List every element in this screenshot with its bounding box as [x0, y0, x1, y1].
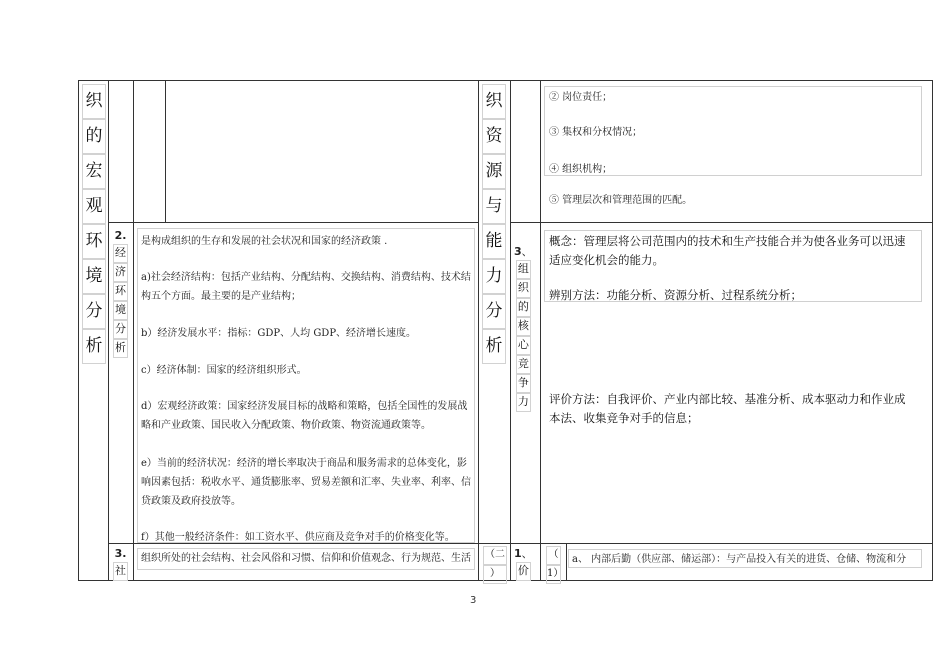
- col-a-char: 宏: [82, 154, 106, 189]
- col-g-char: 与: [482, 189, 506, 224]
- table-divider-6: [510, 80, 511, 580]
- econ-label-char: 分: [113, 320, 128, 339]
- table-divider-5: [478, 80, 479, 580]
- econ-d-line2: 略和产业政策、国民收入分配政策、物价政策、物资流通政策等。: [141, 420, 431, 431]
- table-divider-2: [133, 80, 134, 222]
- econ-a-line1: a)社会经济结构：包括产业结构、分配结构、交换结构、消费结构、技术结: [141, 272, 471, 283]
- econ-intro: 是构成组织的生存和发展的社会状况和国家的经济政策 .: [141, 236, 388, 247]
- econ-b: b）经济发展水平：指标：GDP、人均 GDP、经济增长速度。: [141, 328, 417, 339]
- table-divider-1: [108, 80, 109, 580]
- econ-e-line3: 贷政策及政府投放等。: [141, 496, 241, 507]
- page-number: 3: [470, 595, 477, 606]
- col-a-char: 分: [82, 294, 106, 329]
- social-text: 组织所处的社会结构、社会风俗和习惯、信仰和价值观念、行为规范、生活: [141, 553, 471, 564]
- col-g-char: 力: [482, 259, 506, 294]
- table-right-border: [932, 80, 933, 580]
- bottom-mid-label: [483, 546, 507, 584]
- logistics-text: a、 内部后勤（供应部、储运部）：与产品投入有关的进货、仓储、物流和分: [572, 554, 907, 565]
- col-a-char: 的: [82, 119, 106, 154]
- core-label-char: 力: [516, 393, 531, 412]
- econ-c: c）经济体制：国家的经济组织形式。: [141, 365, 307, 376]
- col-a-char: 境: [82, 259, 106, 294]
- bottom-divider-a: [566, 543, 567, 580]
- col-g-char: 能: [482, 224, 506, 259]
- col-a-char: 析: [82, 329, 106, 364]
- right-top-item: ④ 组织机构；: [549, 164, 613, 175]
- right-top-item: ② 岗位责任；: [549, 92, 613, 103]
- econ-label-char: 济: [113, 263, 128, 282]
- right-top-item: ③ 集权和分权情况；: [549, 127, 643, 138]
- bottom-small-label: [546, 546, 564, 584]
- table-divider-4: [133, 222, 134, 580]
- core-eval-line1: 评价方法：自我评价、产业内部比较、基准分析、成本驱动力和作业成: [549, 392, 906, 406]
- core-number: 3: [514, 245, 522, 258]
- value-label-char: 价: [516, 562, 531, 581]
- econ-a-line2: 构五个方面。最主要的是产业结构；: [141, 291, 301, 302]
- core-label-char: 心: [516, 336, 531, 355]
- econ-label-char: 析: [113, 339, 128, 358]
- core-label-char: 组: [516, 260, 531, 279]
- core-label-char: 争: [516, 374, 531, 393]
- core-label: [514, 244, 533, 412]
- social-label-char: 社: [113, 562, 128, 581]
- col-g-char: 分: [482, 294, 506, 329]
- core-label-char: 的: [516, 298, 531, 317]
- bottom-mid-bottom: ）: [483, 565, 507, 584]
- econ-d-line1: d）宏观经济政策：国家经济发展目标的战略和策略，包括全国性的发展战: [141, 401, 468, 412]
- core-number-sep: 、: [521, 245, 533, 258]
- col-g-char: 析: [482, 329, 506, 364]
- bottom-small-bottom: 1）: [546, 565, 561, 584]
- table-divider-7: [540, 80, 541, 580]
- value-label: [514, 546, 533, 581]
- row-divider-1: [108, 222, 478, 223]
- row-divider-4: [478, 543, 932, 544]
- core-concept-line2: 适应变化机会的能力。: [549, 253, 664, 267]
- row-divider-2: [510, 222, 932, 223]
- col-g-heading: [482, 84, 506, 364]
- col-g-char: 织: [482, 84, 506, 119]
- econ-e-line2: 响因素包括：税收水平、通货膨胀率、贸易差额和汇率、失业率、利率、信: [141, 477, 471, 488]
- logistics-box: [568, 549, 922, 568]
- econ-label-char: 经: [113, 244, 128, 263]
- econ-e-line1: e）当前的经济状况：经济的增长率取决于商品和服务需求的总体变化，影: [141, 458, 467, 469]
- table-divider-3: [165, 80, 166, 222]
- social-label: [113, 546, 128, 581]
- core-label-char: 核: [516, 317, 531, 336]
- col-a-char: 观: [82, 189, 106, 224]
- core-eval-line2: 本法、收集竞争对手的信息；: [549, 411, 699, 425]
- value-number-sep: 、: [521, 547, 533, 560]
- table-left-border: [78, 80, 79, 580]
- value-number-row: [514, 546, 533, 562]
- social-number: 3.: [114, 547, 127, 560]
- econ-label-char: 境: [113, 301, 128, 320]
- core-number-row: [514, 244, 533, 260]
- bottom-small-top: （: [546, 546, 561, 565]
- value-number: 1: [514, 547, 522, 560]
- table-top-border: [78, 80, 933, 81]
- econ-label-char: 环: [113, 282, 128, 301]
- core-label-char: 织: [516, 279, 531, 298]
- bottom-mid-top: （二: [483, 546, 507, 565]
- col-a-char: 织: [82, 84, 106, 119]
- col-g-char: 资: [482, 119, 506, 154]
- core-concept-line1: 概念：管理层将公司范围内的技术和生产技能合并为使各业务可以迅速: [549, 234, 906, 248]
- col-a-heading: [82, 84, 106, 364]
- core-identify: 辨别方法：功能分析、资源分析、过程系统分析；: [549, 288, 802, 302]
- core-label-char: 竞: [516, 355, 531, 374]
- col-g-char: 源: [482, 154, 506, 189]
- col-a-char: 环: [82, 224, 106, 259]
- econ-number: 2.: [114, 229, 127, 242]
- econ-label: [113, 228, 128, 358]
- right-top-item: ⑤ 管理层次和管理范围的匹配。: [549, 195, 693, 206]
- econ-f: f）其他一般经济条件：如工资水平、供应商及竞争对手的价格变化等。: [141, 532, 455, 543]
